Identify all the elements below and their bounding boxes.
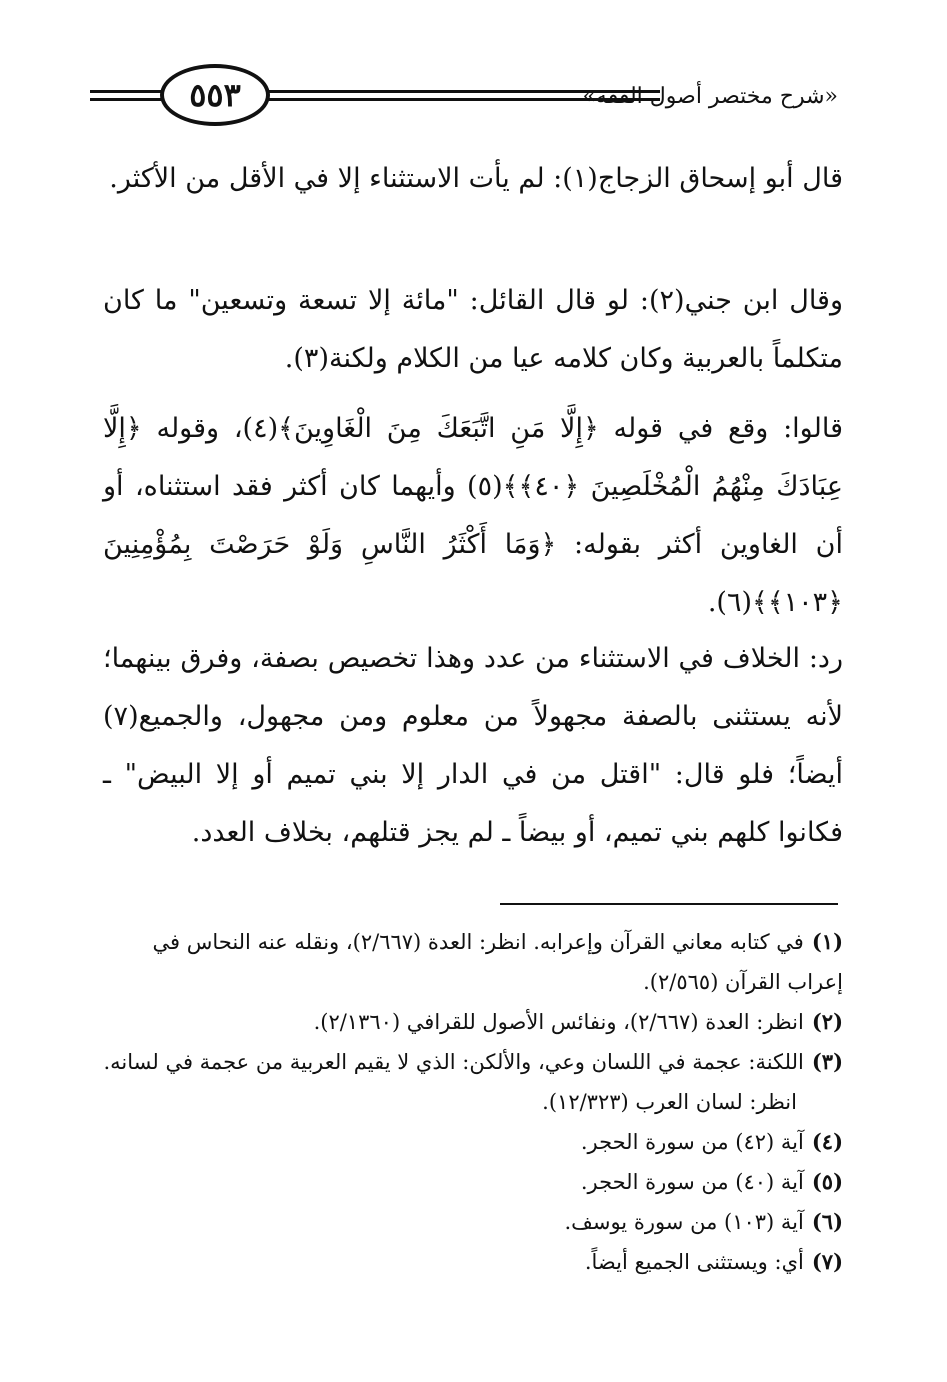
footnote-text: في كتابه معاني القرآن وإعرابه. انظر: العدة (٢/٦٦٧)، ونقله عنه النحاس في إعراب القرآن (٢/٥٦٥). [152, 930, 843, 994]
page-number: ٥٥٣ [160, 64, 270, 126]
footnote-text: أي: ويستثنى الجميع أيضاً. [584, 1250, 804, 1274]
running-title: «شرح مختصر أصول الفقه» [582, 84, 838, 109]
footnote-number: (٢) [811, 1009, 843, 1034]
header-rule [90, 98, 162, 101]
footnote-separator [500, 903, 838, 905]
paragraph-4: رد: الخلاف في الاستثناء من عدد وهذا تخصيص بصفة، وفرق بينهما؛ لأنه يستثنى بالصفة مجهولاً من معلوم ومن مجهول، والجميع(٧) أيضاً؛ فلو قال: "اقتل من في الدار إلا بني تميم أو إلا البيض" ـ فكانوا كلهم بني تميم، أو بيضاً ـ لم يجز قتلهم، بخلاف العدد. [103, 643, 843, 848]
footnote-number: (٤) [811, 1129, 843, 1154]
footnote-number: (٧) [811, 1249, 843, 1274]
footnote-text: انظر: العدة (٢/٦٦٧)، ونفائس الأصول للقرافي (٢/١٣٦٠). [313, 1010, 804, 1034]
footnote-text: آية (٤٠) من سورة الحجر. [580, 1170, 804, 1194]
footnote-7 [103, 1242, 843, 1282]
footnote-number: (٦) [811, 1209, 843, 1234]
footnote-number: (٣) [811, 1049, 843, 1074]
paragraph-1: قال أبو إسحاق الزجاج(١): لم يأت الاستثناء إلا في الأقل من الأكثر. [109, 163, 843, 194]
paragraph-2: وقال ابن جني(٢): لو قال القائل: "مائة إلا تسعة وتسعين" ما كان متكلماً بالعربية وكان كلامه عيا من الكلام ولكنة(٣). [103, 285, 843, 374]
footnote-5 [103, 1162, 843, 1202]
header-rule [90, 90, 162, 93]
footnote-text: اللكنة: عجمة في اللسان وعي، والألكن: الذي لا يقيم العربية من عجمة في لسانه. [103, 1050, 804, 1074]
paragraph-3: قالوا: وقع في قوله ﴿إِلَّا مَنِ اتَّبَعَكَ مِنَ الْغَاوِينَ﴾(٤)، وقوله ﴿إِلَّا عِبَادَكَ مِنْهُمُ الْمُخْلَصِينَ ﴿٤٠﴾﴾(٥) وأيهما كان أكثر فقد استثناه، أو أن الغاوين أكثر بقوله: ﴿وَمَا أَكْثَرُ النَّاسِ وَلَوْ حَرَصْتَ بِمُؤْمِنِينَ ﴿١٠٣﴾﴾(٦). [103, 413, 843, 618]
footnote-3-continuation: انظر: لسان العرب (١٢/٣٢٣). [542, 1090, 797, 1114]
footnote-2 [103, 1002, 843, 1042]
footnote-number: (٥) [811, 1169, 843, 1194]
footnotes [103, 922, 843, 1282]
footnote-number: (١) [811, 929, 843, 954]
footnote-text: آية (٤٢) من سورة الحجر. [580, 1130, 804, 1154]
footnote-4 [103, 1122, 843, 1162]
page-header [90, 58, 850, 128]
footnote-3 [103, 1042, 843, 1082]
footnote-6 [103, 1202, 843, 1242]
footnote-1 [103, 922, 843, 1002]
footnote-text: آية (١٠٣) من سورة يوسف. [564, 1210, 804, 1234]
